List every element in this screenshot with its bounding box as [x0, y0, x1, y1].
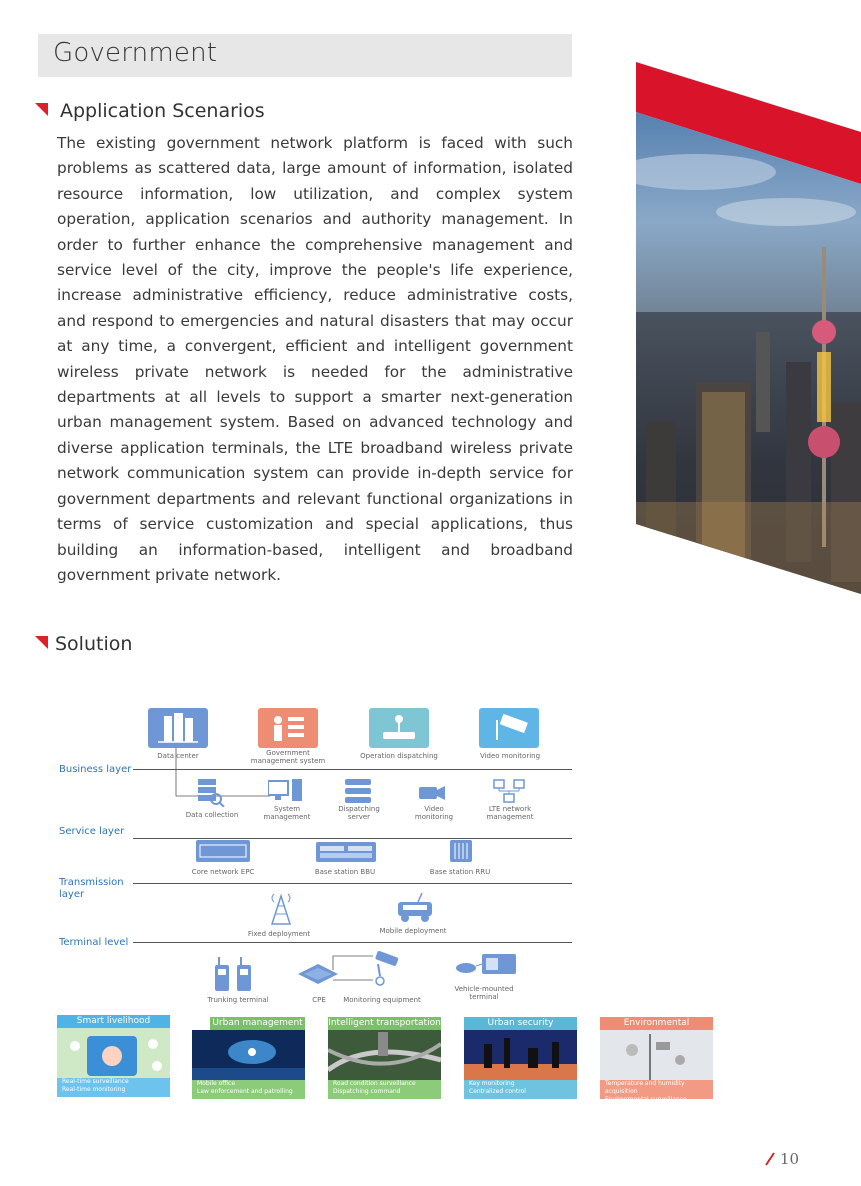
section-heading-scenarios: Application Scenarios [60, 100, 265, 122]
label-government-management: Government management system [250, 749, 326, 765]
layer-divider [133, 942, 572, 943]
label-monitoring-equipment: Monitoring equipment [343, 996, 421, 1004]
label-base-station-rru: Base station RRU [429, 868, 491, 876]
cpe-icon [296, 960, 340, 986]
scenarios-paragraph: The existing government network platform is faced with such problems as scattered data, large amount of information, isolated resource information, low utilization, and complex system operation, application scenarios and authority management. In order to further enhance the comprehensive management and service level of the city, improve the people's life experience, increase administrative efficiency, reduce administrative costs, and respond to emergencies and natural disasters that may occur at any time, a convergent, efficient and intelligent government wireless private network is needed for the administrative departments at all levels to support a smarter next-generation urban management system. Based on advanced technology and diverse application terminals, the LTE broadband wireless private network communication system can provide in-depth service for government departments and relevant functional organizations in terms of service customization and special applications, thus building an information-based, intelligent and broadband government private network. [57, 134, 573, 584]
base-station-rru-icon [450, 840, 472, 862]
card-footer [328, 1080, 441, 1099]
layer-label-transmission: Transmission layer [59, 877, 124, 900]
page-number: 10 [780, 1150, 800, 1168]
card-footer [464, 1080, 577, 1099]
layer-divider [133, 883, 572, 884]
card-title: Environmental [600, 1017, 713, 1030]
card-intelligent-transportation [328, 1017, 441, 1099]
card-urban-management [192, 1017, 305, 1099]
card-image [600, 1030, 713, 1082]
label-lte-network-management: LTE network management [486, 805, 534, 821]
card-title: Intelligent transportation [328, 1018, 441, 1028]
layer-label-business: Business layer [59, 764, 132, 775]
label-base-station-bbu: Base station BBU [314, 868, 376, 876]
fixed-deployment-tower-icon [266, 890, 296, 926]
label-fixed-deployment: Fixed deployment [247, 930, 311, 938]
card-line-2: Dispatching command [333, 1088, 401, 1095]
label-cpe: CPE [312, 996, 326, 1004]
base-station-bbu-icon [316, 842, 376, 862]
card-title: Smart livelihood [57, 1015, 170, 1028]
card-image [57, 1028, 170, 1080]
lte-network-management-icon [492, 778, 526, 804]
vehicle-mounted-terminal-icon [452, 950, 518, 978]
government-management-icon [258, 708, 318, 748]
dispatching-server-icon [345, 779, 371, 803]
section-marker-icon [35, 103, 48, 116]
label-data-center: Data center [157, 752, 199, 760]
label-operation-dispatching: Operation dispatching [360, 752, 438, 760]
card-line-1: Key monitoring [469, 1080, 515, 1087]
layer-divider [133, 769, 572, 770]
card-footer [192, 1080, 305, 1099]
city-skyline-photo [636, 62, 861, 594]
label-data-collection: Data collection [185, 811, 239, 819]
card-line-2: Centralized control [469, 1088, 526, 1095]
card-line-2: Law enforcement and patrolling [197, 1088, 293, 1095]
card-line-2: Environmental surveillance [605, 1096, 687, 1103]
label-core-network-epc: Core network EPC [191, 868, 255, 876]
system-management-icon [268, 779, 304, 803]
card-image [192, 1030, 305, 1082]
label-system-management: System management [263, 805, 311, 821]
monitoring-equipment-icon [368, 950, 402, 988]
label-service-video-monitoring: Video monitoring [414, 805, 454, 821]
label-dispatching-server: Dispatching server [338, 805, 380, 821]
section-marker-icon [35, 636, 48, 649]
operation-dispatching-icon [369, 708, 429, 748]
label-vehicle-mounted-terminal: Vehicle-mounted terminal [454, 985, 514, 1001]
card-environmental-surveillance [600, 1017, 713, 1103]
card-image [464, 1030, 577, 1082]
video-camera-icon [417, 782, 447, 802]
card-footer [57, 1078, 170, 1097]
mobile-deployment-vehicle-icon [394, 890, 436, 924]
label-trunking-terminal: Trunking terminal [207, 996, 269, 1004]
data-collection-icon [196, 777, 226, 807]
section-heading-solution: Solution [55, 633, 133, 655]
layer-divider [133, 838, 572, 839]
card-footer [600, 1080, 713, 1103]
video-monitoring-icon [479, 708, 539, 748]
page-slash-icon [764, 1152, 776, 1166]
trunking-terminal-icon [212, 955, 256, 993]
data-center-icon [148, 708, 208, 748]
layer-label-service: Service layer [59, 826, 125, 837]
card-line-1: Road condition surveillance [333, 1080, 416, 1087]
core-network-epc-icon [196, 840, 250, 862]
card-smart-livelihood [57, 1015, 170, 1097]
label-mobile-deployment: Mobile deployment [379, 927, 447, 935]
card-line-1: Real-time surveillance [62, 1078, 129, 1085]
page-title: Government [53, 38, 218, 68]
card-line-2: Real-time monitoring [62, 1086, 126, 1093]
card-title: Urban security [464, 1017, 577, 1030]
card-title: Urban management [210, 1017, 305, 1030]
card-line-1: Mobile office [197, 1080, 236, 1087]
card-line-1: Temperature and humidity acquisition [605, 1080, 685, 1095]
layer-label-terminal: Terminal level [59, 937, 129, 948]
label-video-monitoring: Video monitoring [479, 752, 541, 760]
card-urban-security [464, 1017, 577, 1099]
card-image [328, 1030, 441, 1082]
